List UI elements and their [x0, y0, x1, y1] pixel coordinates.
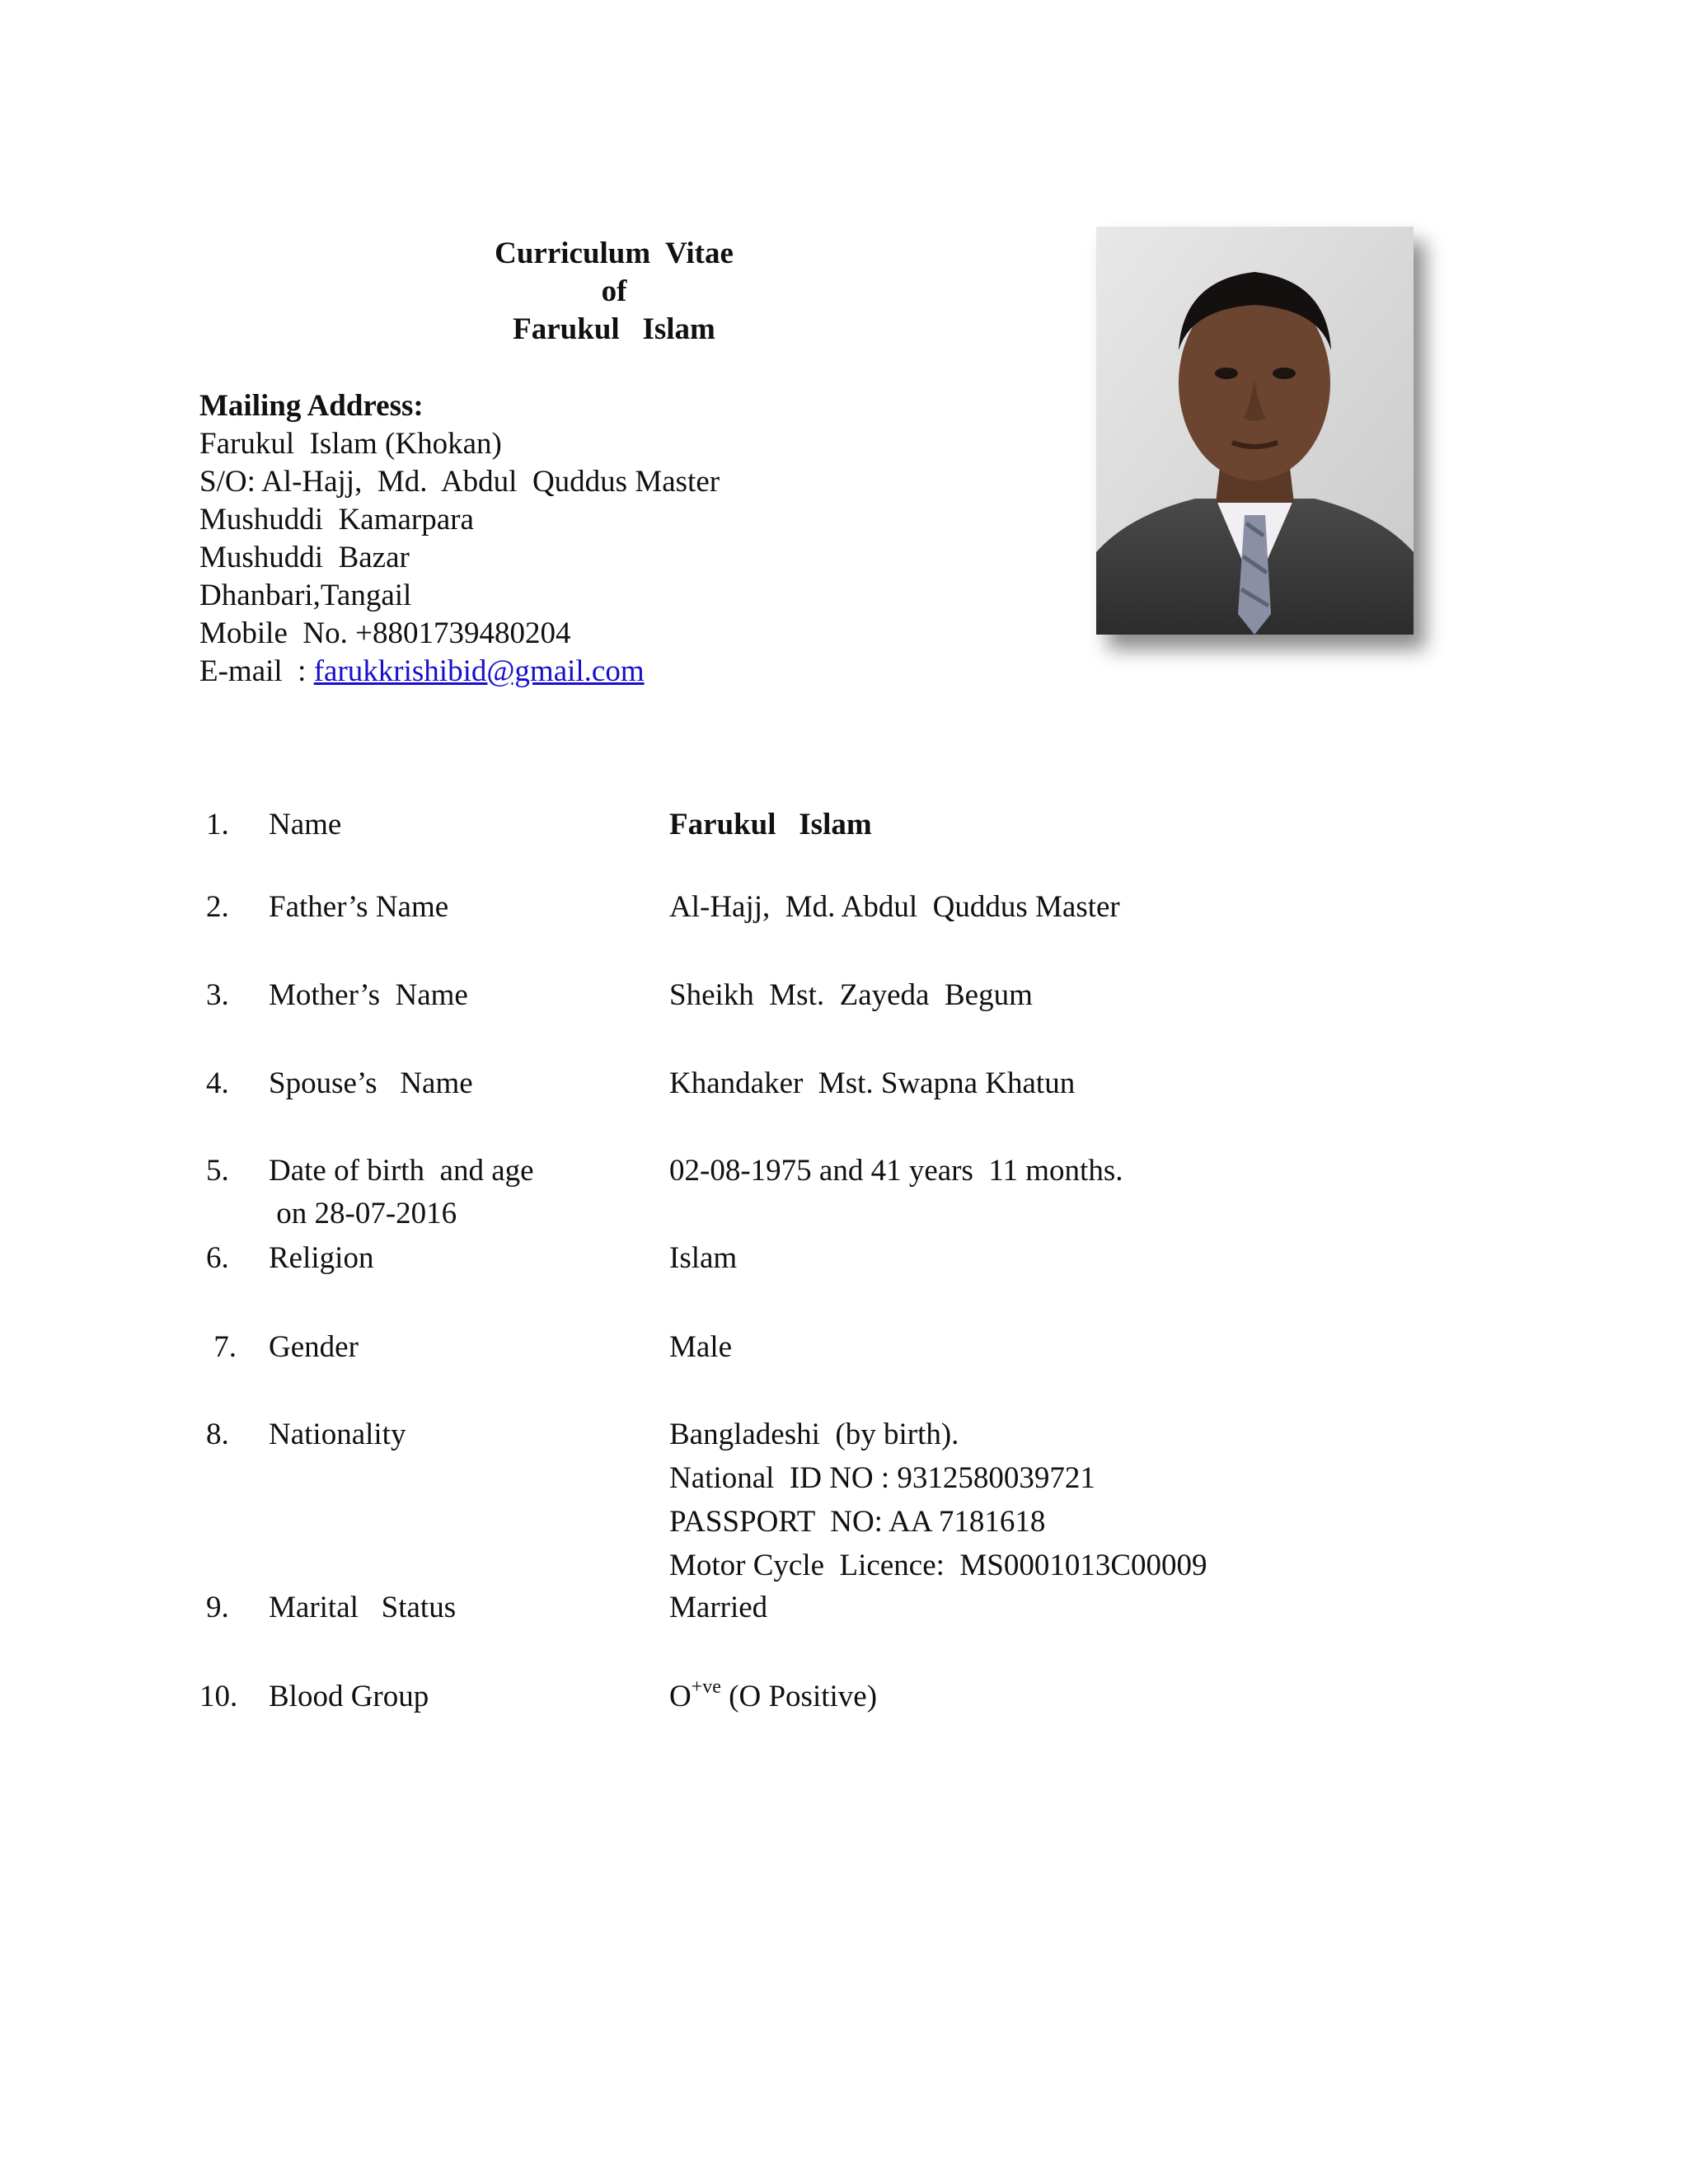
row-number: 1. [206, 808, 229, 841]
row-value: Married [669, 1591, 768, 1624]
row-number: 9. [206, 1591, 229, 1624]
mailing-address [199, 387, 720, 691]
row-number: 8. [206, 1418, 229, 1451]
email-link[interactable]: farukkrishibid@gmail.com [313, 654, 645, 688]
cv-title [412, 235, 816, 349]
email-line [199, 653, 720, 691]
row-value: Bangladeshi (by birth). [669, 1418, 959, 1451]
row-label-continued: on 28-07-2016 [269, 1197, 457, 1230]
row-value: Male [669, 1330, 733, 1364]
row-label: Name [269, 808, 342, 841]
row-number: 10. [199, 1680, 238, 1713]
row-label: Mother’s Name [269, 978, 468, 1012]
title-line-3: Farukul Islam [513, 312, 715, 346]
row-value: Islam [669, 1241, 738, 1275]
blood-group-sup: +ve [691, 1676, 721, 1698]
profile-photo [1096, 227, 1414, 635]
address-line: S/O: Al-Hajj, Md. Abdul Quddus Master [199, 465, 720, 499]
row-value: National ID NO : 9312580039721 [669, 1461, 1095, 1495]
mailing-address-heading: Mailing Address: [199, 389, 424, 423]
row-number: 2. [206, 890, 229, 924]
row-label: Spouse’s Name [269, 1066, 473, 1100]
address-line: Mushuddi Kamarpara [199, 503, 474, 537]
row-value: Khandaker Mst. Swapna Khatun [669, 1066, 1076, 1100]
row-label: Religion [269, 1241, 374, 1275]
address-line: Farukul Islam (Khokan) [199, 427, 502, 461]
row-number: 7. [206, 1330, 237, 1364]
row-value: Al-Hajj, Md. Abdul Quddus Master [669, 890, 1120, 924]
title-line-1: Curriculum Vitae [495, 237, 734, 270]
title-line-2: of [601, 274, 627, 308]
row-label: Blood Group [269, 1680, 429, 1713]
row-label: Date of birth and age [269, 1154, 534, 1188]
row-label: Marital Status [269, 1591, 457, 1624]
row-number: 5. [206, 1154, 229, 1188]
row-label: Gender [269, 1330, 359, 1364]
row-label: Nationality [269, 1418, 406, 1451]
row-value: Motor Cycle Licence: MS0001013C00009 [669, 1549, 1207, 1582]
blood-group-base: O [669, 1680, 692, 1713]
row-number: 6. [206, 1241, 229, 1275]
row-value: Farukul Islam [669, 808, 872, 841]
person-photo-icon [1096, 227, 1414, 635]
blood-group-rest: (O Positive) [720, 1680, 878, 1713]
address-line: Mushuddi Bazar [199, 541, 410, 574]
row-value [669, 1675, 877, 1722]
row-value: PASSPORT NO: AA 7181618 [669, 1505, 1046, 1539]
address-line: Dhanbari,Tangail [199, 579, 412, 612]
row-value: 02-08-1975 and 41 years 11 months. [669, 1154, 1123, 1188]
row-label: Father’s Name [269, 890, 449, 924]
mobile-number: Mobile No. +8801739480204 [199, 616, 571, 650]
email-label: E-mail : [199, 654, 314, 688]
row-number: 3. [206, 978, 229, 1012]
row-value: Sheikh Mst. Zayeda Begum [669, 978, 1033, 1012]
row-number: 4. [206, 1066, 229, 1100]
